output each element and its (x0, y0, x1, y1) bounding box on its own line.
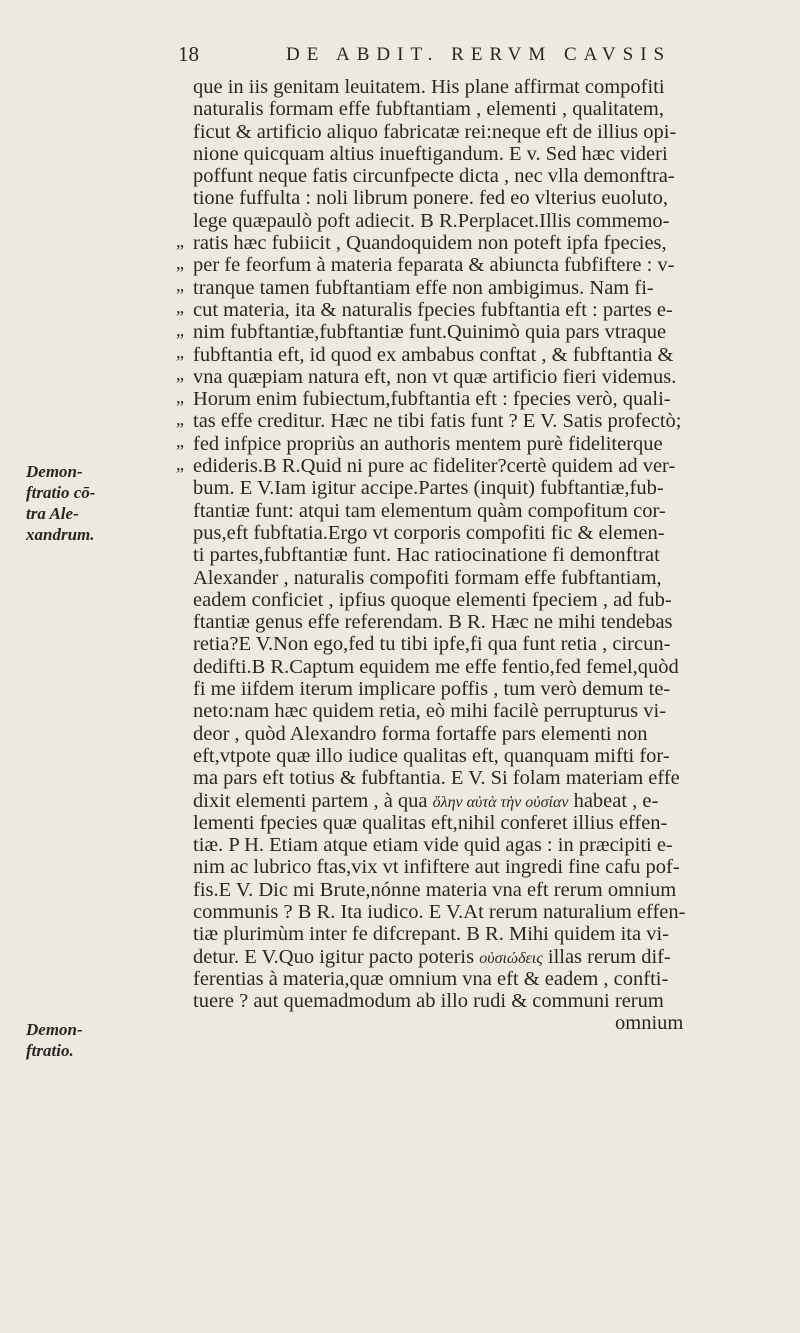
sidenote-demonstratio-contra-alexandrum: Demon- ftratio cō- tra Ale- xandrum. (26, 462, 96, 544)
text-line: ftantiæ funt: atqui tam elementum quàm compofitum cor- (193, 499, 666, 522)
page-number: 18 (178, 42, 199, 66)
greek-phrase: ὅλην αὐτὰ τὴν οὐσίαν (432, 793, 569, 811)
quote-mark: „ (176, 342, 184, 362)
text-line: vna quæpiam natura eft, non vt quæ artificio fieri videmus. (193, 365, 677, 388)
text-segment: dixit elementi partem , à qua (193, 789, 428, 812)
text-line: edideris.B R.Quid ni pure ac fideliter?certè quidem ad ver- (193, 455, 676, 478)
text-line: per fe feorfum à materia feparata & abiuncta fubfiftere : v- (193, 254, 675, 277)
text-line: tuere ? aut quemadmodum ab illo rudi & communi rerum (193, 990, 664, 1013)
text-line: nione quicquam altius inueftigandum. E v. Sed hæc videri (193, 142, 668, 165)
greek-word: οὐσιώδεις (479, 949, 543, 967)
quote-mark: „ (176, 409, 184, 429)
text-line: fi me iifdem iterum implicare poffis , tum verò demum te- (193, 678, 671, 701)
text-line: eadem conficiet , ipfius quoque elementi fpeciem , ad fub- (193, 588, 672, 611)
text-line: nim ac lubrico ftas,vix vt infiftere aut ingredi fine cafu pof- (193, 856, 680, 879)
quote-mark: „ (176, 364, 184, 384)
sidenote-demonstratio: Demon- ftratio. (26, 1020, 83, 1060)
text-line: ftantiæ genus effe referendam. B R. Hæc ne mihi tendebas (193, 611, 673, 634)
quote-mark: „ (176, 253, 184, 273)
text-line: deor , quòd Alexandro forma fortaffe pars elementi non (193, 722, 648, 745)
text-line: tiæ. P H. Etiam atque etiam vide quid agas : in præcipiti e- (193, 834, 673, 857)
text-line: bum. E V.Iam igitur accipe.Partes (inquit) fubftantiæ,fub- (193, 477, 664, 500)
text-line: Horum enim fubiectum,fubftantia eft : fpecies verò, quali- (193, 388, 671, 411)
text-line: naturalis formam effe fubftantiam , elementi , qualitatem, (193, 98, 664, 121)
text-line: nim fubftantiæ,fubftantiæ funt.Quinimò quia pars vtraque (193, 321, 667, 344)
text-line-with-greek (193, 790, 783, 812)
text-line: ferentias à materia,quæ omnium vna eft & eadem , confti- (193, 967, 669, 990)
quote-mark: „ (176, 231, 184, 251)
quote-mark: „ (176, 297, 184, 317)
text-segment: detur. E V.Quo igitur pacto poteris (193, 945, 475, 968)
text-line: lege quæpaulò poft adiecit. B R.Perplacet.Illis commemo- (193, 209, 670, 232)
text-line: communis ? B R. Ita iudico. E V.At rerum naturalium effen- (193, 900, 686, 923)
text-line: fed infpice propriùs an authoris mentem purè fideliterque (193, 432, 663, 455)
catchword: omnium (615, 1012, 684, 1035)
text-segment: habeat , e- (573, 789, 659, 812)
text-line: poffunt neque fatis circunfpecte dicta , nec vlla demonftra- (193, 165, 675, 188)
running-head: DE ABDIT. RERVM CAVSIS (286, 44, 672, 65)
text-line: tranque tamen fubftantiam effe non ambigimus. Nam fi- (193, 276, 654, 299)
text-line: ma pars eft totius & fubftantia. E V. Si folam materiam effe (193, 767, 680, 790)
text-line: lementi fpecies quæ qualitas eft,nihil conferet illius effen- (193, 811, 668, 834)
text-line: eft,vtpote quæ illo iudice qualitas eft, quanquam mifti for- (193, 744, 670, 767)
text-line: cut materia, ita & naturalis fpecies fubftantia eft : partes e- (193, 298, 673, 321)
quote-mark: „ (176, 431, 184, 451)
text-line: ti partes,fubftantiæ funt. Hac ratiocinatione fi demonftrat (193, 544, 660, 567)
text-line-with-greek (193, 946, 783, 968)
quote-mark: „ (176, 454, 184, 474)
quote-mark: „ (176, 320, 184, 340)
text-segment: illas rerum dif- (547, 945, 671, 968)
text-line: Alexander , naturalis compofiti formam effe fubftantiam, (193, 566, 662, 589)
text-line: retia?E V.Non ego,fed tu tibi ipfe,fi qua funt retia , circun- (193, 633, 671, 656)
text-line: tione fuffulta : noli librum ponere. fed eo vlterius euoluto, (193, 187, 668, 210)
page-header (178, 42, 778, 76)
quote-mark: „ (176, 275, 184, 295)
main-text (193, 76, 783, 1035)
text-line: fis.E V. Dic mi Brute,nónne materia vna eft rerum omnium (193, 878, 677, 901)
quote-mark: „ (176, 387, 184, 407)
text-line: neto:nam hæc quidem retia, eò mihi facilè perrupturus vi- (193, 700, 667, 723)
text-line: pus,eft fubftatia.Ergo vt corporis compofiti fic & elemen- (193, 521, 665, 544)
text-line: tiæ plurimùm inter fe difcrepant. B R. Mihi quidem ita vi- (193, 923, 669, 946)
text-line: ratis hæc fubiicit , Quandoquidem non poteft ipfa fpecies, (193, 232, 667, 255)
text-line: que in iis genitam leuitatem. His plane affirmat compofiti (193, 76, 665, 98)
text-line: dedifti.B R.Captum equidem me effe fentio,fed femel,quòd (193, 655, 679, 678)
text-line: ficut & artificio aliquo fabricatæ rei:neque eft de illius opi- (193, 120, 677, 143)
text-line: fubftantia eft, id quod ex ambabus conftat , & fubftantia & (193, 343, 674, 366)
text-line: tas effe creditur. Hæc ne tibi fatis funt ? E V. Satis profectò; (193, 410, 682, 433)
